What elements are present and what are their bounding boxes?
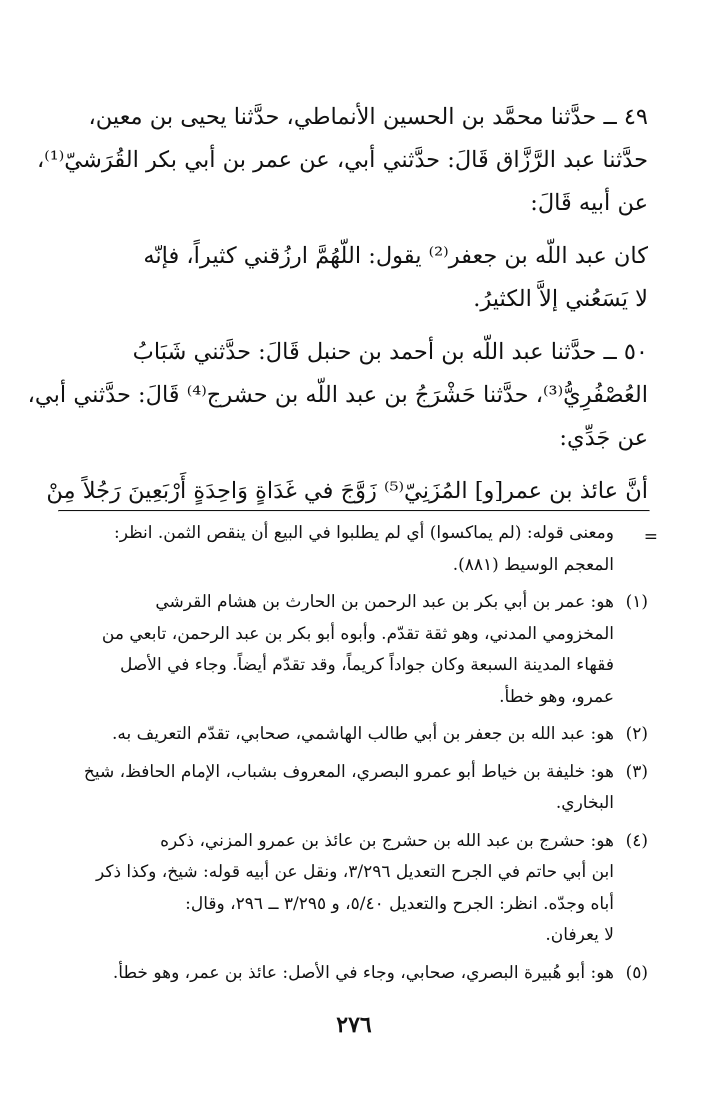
footnote-5 [58,958,648,990]
footnote-line: ومعنى قوله: (لم يماكسوا) أي لم يطلبوا في البيع أن ينقص الثمن. انظر: [113,523,614,543]
footnote-number: (٤) [625,830,648,851]
page-number: ٢٧٦ [336,1012,372,1038]
footnote-line: هو: عمر بن أبي بكر بن عبد الرحمن بن الحارث بن هشام القرشي [155,592,614,612]
footnote-separator [58,510,650,512]
footnote-number: (٣) [625,761,648,782]
footnote-4 [58,826,648,952]
footnote-line: هو: عبد الله بن جعفر بن أبي طالب الهاشمي، صحابي، تقدّم التعريف به. [112,724,614,744]
text-line: ٤٩ ــ حدَّثنا محمَّد بن الحسين الأنماطي، حدَّثنا يحيى بن معين، [88,104,648,130]
footnote-number: (٢) [625,724,648,744]
text-line: عن جَدِّي: [559,425,648,451]
footnote-line: فقهاء المدينة السبعة وكان جواداً كريماً، وقد تقدّم أيضاً. وجاء في الأصل [119,655,614,675]
hadith-49-matn [58,235,648,321]
footnote-line: هو: حشرج بن عبد الله بن حشرج بن عائذ بن عمرو المزني، ذكره [160,830,614,851]
footnote-line: المعجم الوسيط (٨٨١). [452,554,614,575]
footnote-line: المخزومي المدني، وهو ثقة تقدّم. وأبوه أبو بكر بن عبد الرحمن، تابعي من [101,623,614,644]
footnote-2 [58,719,648,751]
hadith-49-isnad [36,96,648,225]
main-text [27,96,648,513]
text-line: لا يَسَعُني إلاَّ الكثيرُ. [473,286,648,312]
footnote-line: هو: خليفة بن خياط أبو عمرو البصري، المعروف بشباب، الإمام الحافظ، شيخ [83,761,614,782]
text-line: عن أبيه قَالَ: [530,190,648,216]
footnote-line: البخاري. [555,793,614,813]
continuation-mark: = [643,527,658,547]
footnote-3 [58,757,648,820]
text-line: ٥٠ ــ حدَّثنا عبد اللّه بن أحمد بن حنبل قَالَ: حدَّثني شَبَابُ [132,339,648,365]
text-line: العُصْفُرِيُّ⁽³⁾، حدَّثنا حَشْرَجُ بن عبد اللّه بن حشرج⁽⁴⁾ قَالَ: حدَّثني أبي، [27,382,648,408]
footnote-line: لا يعرفان. [545,925,614,945]
footnote-continuation [58,518,658,581]
hadith-50-isnad [27,331,648,460]
footnote-number: (٥) [625,962,648,983]
footnote-1 [58,587,648,713]
footnote-line: هو: أبو هُبيرة البصري، صحابي، وجاء في الأصل: عائذ بن عمر، وهو خطأ. [112,962,614,983]
text-line: كان عبد اللّه بن جعفر⁽²⁾ يقول: اللّهُمَّ ارزُقني كثيراً، فإنّه [143,243,648,269]
text-line: حدَّثنا عبد الرَّزَّاق قَالَ: حدَّثني أبي، عن عمر بن أبي بكر القُرَشيّ⁽¹⁾، [36,147,648,173]
text-line: أنَّ عائذ بن عمر[و] المُزَنِيّ⁽⁵⁾ زَوَّجَ في غَدَاةٍ وَاحِدَةٍ أَرْبَعِينَ رَجُلاً مِنْ [46,478,648,504]
footnote-number: (١) [625,592,648,612]
footnote-line: أباه وجدّه. انظر: الجرح والتعديل ٥/٤٠، و ٣/٢٩٥ ــ ٢٩٦، وقال: [185,893,614,914]
hadith-50-matn [46,470,648,513]
footnotes [58,518,658,989]
footnote-line: ابن أبي حاتم في الجرح التعديل ٣/٢٩٦، ونقل عن أبيه قوله: شيخ، وكذا ذكر [95,862,614,882]
footnote-line: عمرو، وهو خطأ. [499,686,614,707]
